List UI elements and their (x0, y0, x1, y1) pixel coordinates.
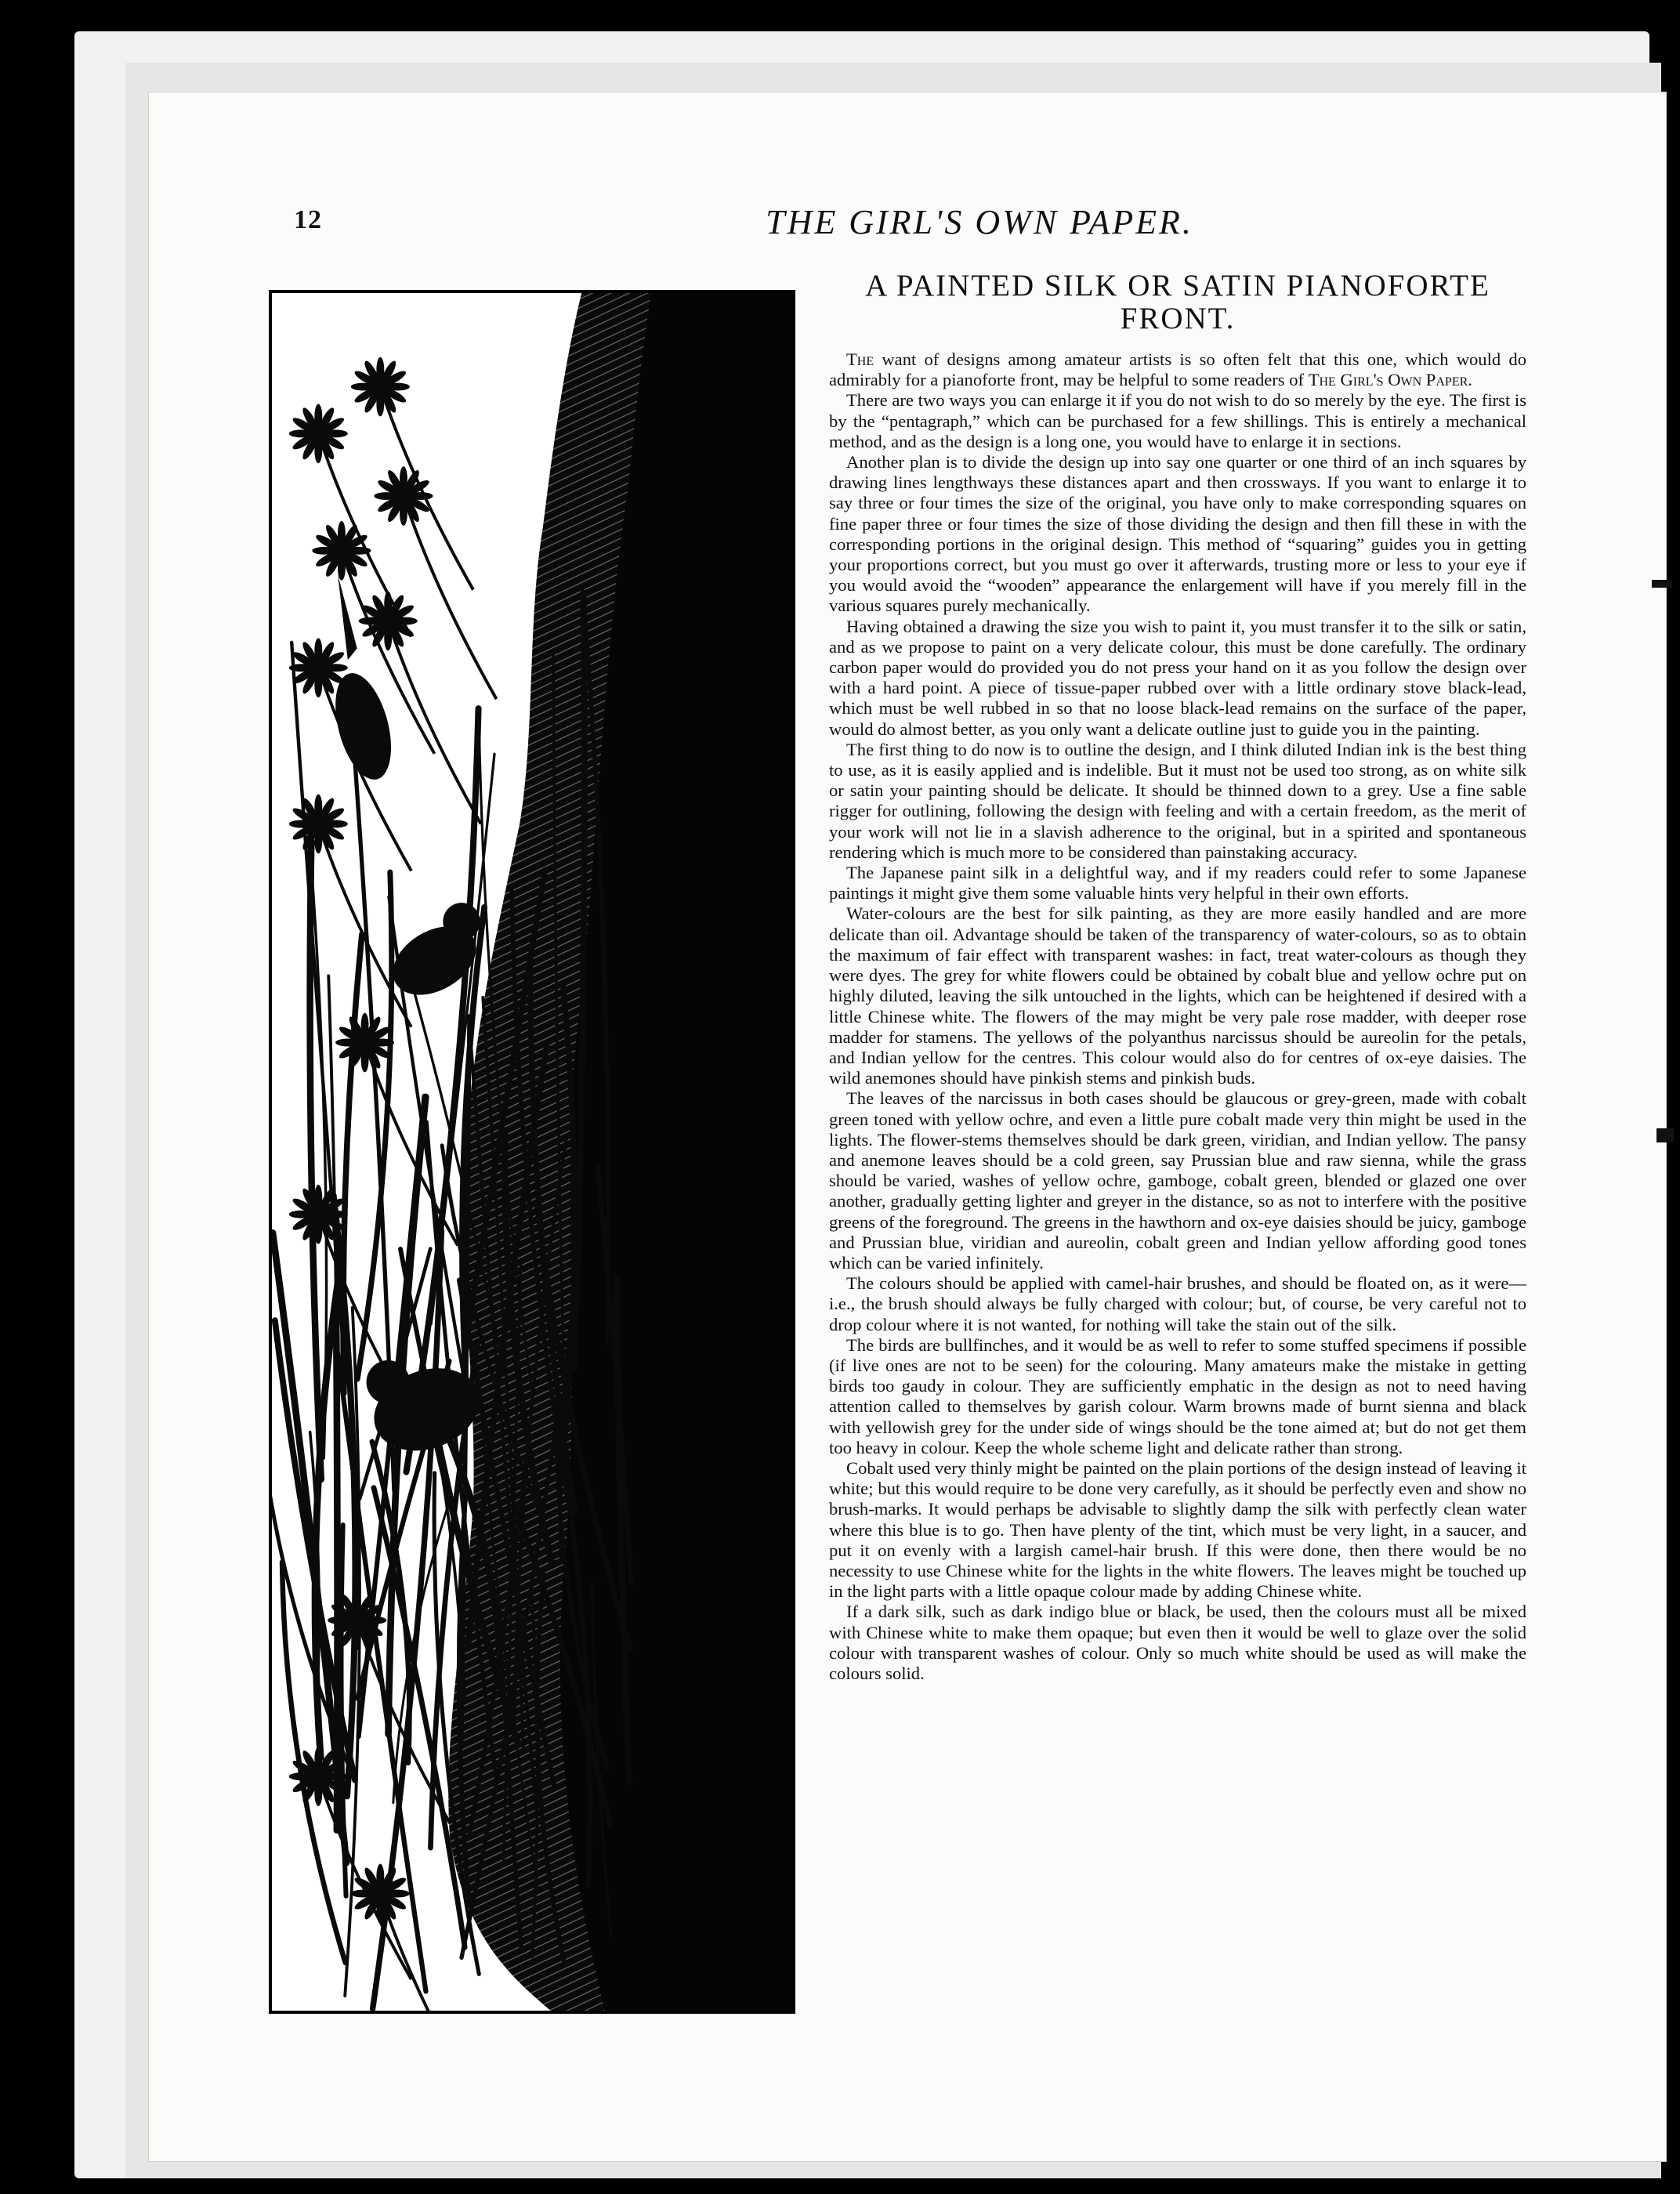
article-paragraph: Water-colours are the best for silk painting, as they are more easily handled and are more delicate than oil. Advantage should be taken of the transparency of water-colours, so as to obtain the maximum of fair effect with transparent washes: in fact, treat water-colours as though they were dyes. The grey for white flowers could be obtained by cobalt blue and yellow ochre put on highly diluted, leaving the silk untouched in the lights, which can be heightened if desired with a little Chinese white. The flowers of the may might be very pale rose madder, with deeper rose madder for stamens. The yellows of the polyanthus narcissus should be aureolin for the petals, and Indian yellow for the centres. This colour would also do for centres of ox-eye daisies. The wild anemones should have pinkish stems and pinkish buds. (829, 903, 1526, 1088)
article-title: A PAINTED SILK OR SATIN PIANOFORTE FRONT. (865, 269, 1490, 335)
article-paragraph: The birds are bullfinches, and it would be as well to refer to some stuffed specimens if possible (if live ones are not to be seen) for the colouring. Many amateurs make the mistake in getting birds too gaudy in colour. They are sufficiently emphatic in the design as not to need having attention called to themselves by garish colour. Warm browns made of burnt sienna and black with yellowish grey for the under side of wings should be the tone aimed at; but do not get them too heavy in colour. Keep the whole scheme light and delicate rather than strong. (829, 1334, 1526, 1457)
lead-in: The (846, 349, 874, 369)
article-paragraph: Having obtained a drawing the size you wish to paint it, you must transfer it to the silk or satin, and as we propose to paint on a very delicate colour, this must be done carefully. The ordinary carbon paper would do provided you do not press your hand on it as you follow the design over with a hard point. A piece of tissue-paper rubbed over with a little ordinary stove black-lead, which must be well rubbed in so that no loose black-lead remains on the surface of the paper, would do almost better, as you only want a delicate outline just to guide you in the painting. (829, 616, 1526, 739)
scan-mark (1656, 1128, 1674, 1142)
article-paragraph: The first thing to do now is to outline the design, and I think diluted Indian ink is the best thing to use, as it is easily applied and is indelible. But it must not be used too strong, as on white silk or satin your painting should be delicate. It should be thinned down to a grey. Use a fine sable rigger for outlining, following the design with feeling and with a certain freedom, as the merit of your work will not lie in a slavish adherence to the original, but in a spirited and spontaneous rendering which is much more to be considered than painstaking accuracy. (829, 739, 1526, 862)
article-paragraph: There are two ways you can enlarge it if you do not wish to do so merely by the eye. The first is by the “pentagraph,” which can be purchased for a few shillings. This is entirely a mechanical method, and as the design is a long one, you would have to enlarge it in sections. (829, 390, 1526, 451)
scan-mark (1652, 580, 1672, 588)
botanical-woodcut-illustration (269, 290, 795, 2014)
article-paragraph: Cobalt used very thinly might be painted on the plain portions of the design instead of leaving it white; but this would require to be done very carefully, as it should be perfectly even and show no brush-marks. It would perhaps be advisable to slightly damp the silk with perfectly clean water where this blue is to go. Then have plenty of the tint, which must be very light, in a saucer, and put it on evenly with a largish camel-hair brush. If this were done, then there would be no necessity to use Chinese white for the lights in the white flowers. The leaves might be touched up in the light parts with a little opaque colour made by adding Chinese white. (829, 1457, 1526, 1602)
running-title: THE GIRL'S OWN PAPER. (766, 203, 1193, 241)
article-paragraph: The colours should be applied with camel-hair brushes, and should be floated on, as it were—i.e., the brush should always be fully charged with colour; but, of course, be very careful not to drop colour where it is not wanted, for nothing will take the stain out of the silk. (829, 1273, 1526, 1334)
article-column (829, 270, 1526, 2040)
page-number: 12 (294, 205, 322, 234)
publication-name: The Girl's Own Paper (1308, 370, 1468, 390)
paragraph-text: want of designs among amateur artists is so often felt that this one, which would do admirably for a pianoforte front, may be helpful to some readers of (829, 349, 1526, 390)
article-paragraph (829, 349, 1526, 390)
article-paragraph: If a dark silk, such as dark indigo blue or black, be used, then the colours must all be mixed with Chinese white to make them opaque; but even then it would be well to glaze over the solid colour with transparent washes of colour. Only so much white should be used as will make the colours solid. (829, 1602, 1526, 1683)
botanical-woodcut-icon (272, 293, 792, 2011)
paragraph-text: . (1468, 370, 1472, 390)
article-paragraph: The Japanese paint silk in a delightful way, and if my readers could refer to some Japanese paintings it might give them some valuable hints very helpful in their own efforts. (829, 863, 1526, 903)
article-body (829, 349, 1526, 1684)
article-paragraph: Another plan is to divide the design up into say one quarter or one third of an inch squares by drawing lines lengthways these distances apart and then crossways. If you want to enlarge it to say three or four times the size of the original, you have only to make corresponding squares on fine paper three or four times the size of those dividing the design and then fill these in with the corresponding portions in the original design. This method of “squaring” guides you in getting your proportions correct, but you must go over it afterwards, trusting more or less to your eye if you would avoid the “wooden” appearance the enlargement will have if you merely fill in the various squares purely mechanically. (829, 452, 1526, 616)
article-paragraph: The leaves of the narcissus in both cases should be glaucous or grey-green, made with cobalt green toned with yellow ochre, and even a little pure cobalt made very thin might be used in the lights. The flower-stems themselves should be dark green, viridian, and Indian yellow. The pansy and anemone leaves should be a cold green, say Prussian blue and raw sienna, while the grass should be varied, washes of yellow ochre, gamboge, cobalt green, blended or glazed one over another, gradually getting lighter and greyer in the distance, so as not to interfere with the positive greens of the foreground. The greens in the hawthorn and ox-eye daisies should be juicy, gamboge and Prussian blue, viridian and aureolin, cobalt green and Indian yellow affording good tones which can be varied infinitely. (829, 1088, 1526, 1273)
